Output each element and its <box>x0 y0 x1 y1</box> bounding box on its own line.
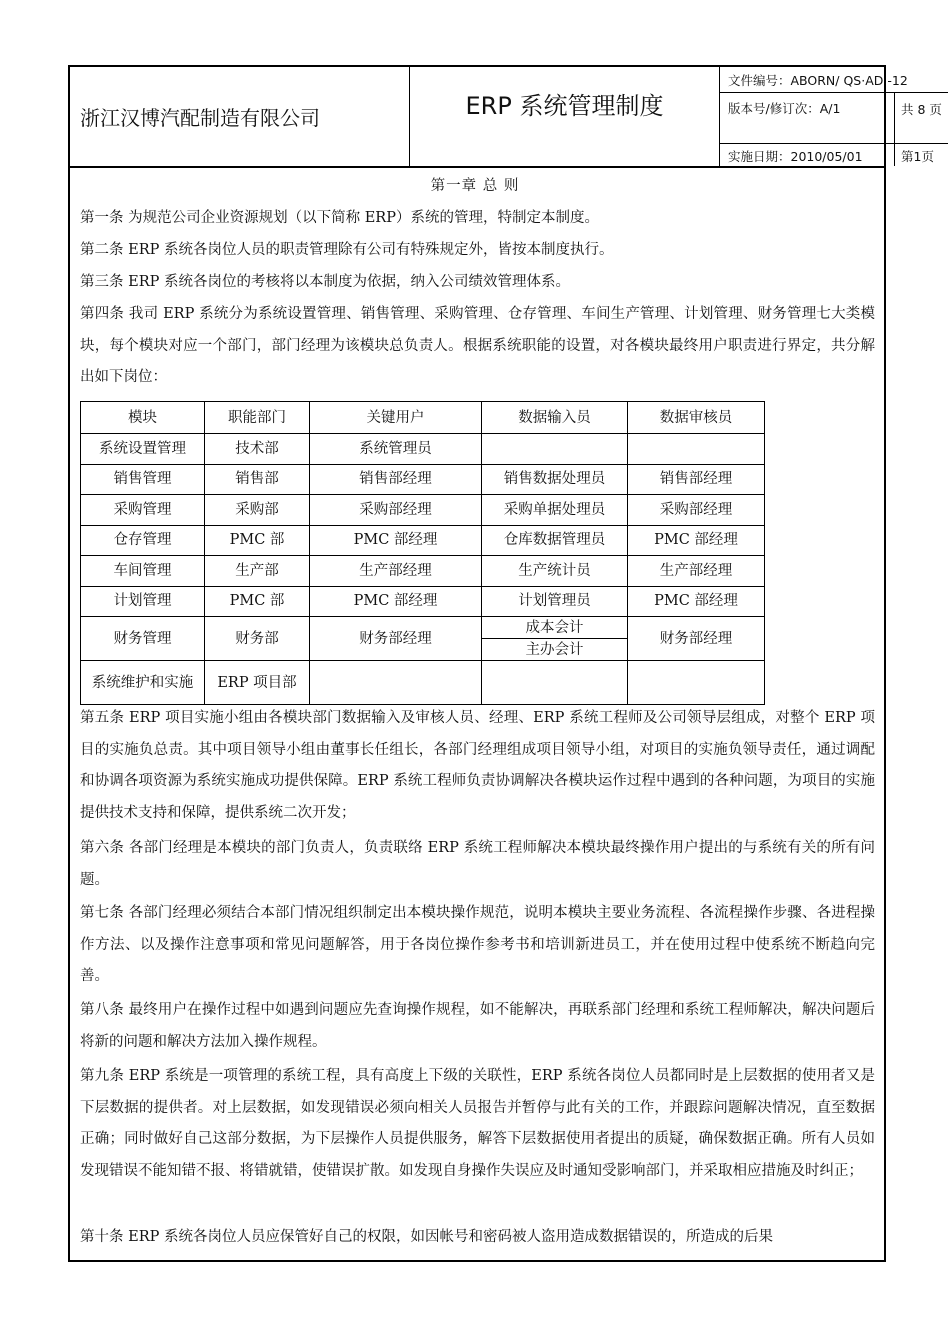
table-cell: 计划管理员 <box>482 586 628 617</box>
table-cell: 系统维护和实施 <box>81 661 205 705</box>
table-row <box>81 661 765 705</box>
table-cell: 财务部经理 <box>628 617 765 661</box>
table-cell: 车间管理 <box>81 556 205 587</box>
table-cell: 主办会计 <box>482 639 628 661</box>
table-header-cell: 数据输入员 <box>482 402 628 434</box>
table-cell: 系统管理员 <box>310 434 482 465</box>
table-cell: 技术部 <box>205 434 310 465</box>
table-cell: 采购管理 <box>81 495 205 526</box>
article-3: 第三条 ERP 系统各岗位的考核将以本制度为依据，纳入公司绩效管理体系。 <box>80 274 570 290</box>
table-row <box>81 586 765 617</box>
table-row <box>81 495 765 526</box>
table-cell: 销售部 <box>205 464 310 495</box>
table-cell <box>482 434 628 465</box>
document-header <box>68 65 942 168</box>
table-cell: 生产统计员 <box>482 556 628 587</box>
table-cell: PMC 部经理 <box>310 525 482 556</box>
table-cell: 仓存管理 <box>81 525 205 556</box>
table-row <box>81 525 765 556</box>
company-name: 浙江汉博汽配制造有限公司 <box>70 67 410 166</box>
roles-table <box>80 401 765 705</box>
table-cell: 销售数据处理员 <box>482 464 628 495</box>
table-row <box>81 617 765 639</box>
table-cell <box>482 661 628 705</box>
table-cell <box>628 434 765 465</box>
table-header-row <box>81 402 765 434</box>
document-title: ERP 系统管理制度 <box>410 67 720 166</box>
table-row <box>81 464 765 495</box>
table-cell: PMC 部 <box>205 586 310 617</box>
table-row <box>81 434 765 465</box>
article-7: 第七条 各部门经理必须结合本部门情况组织制定出本模块操作规范，说明本模块主要业务流程、各流程操作步骤、各进程操作方法、以及操作注意事项和常见问题解答，用于各岗位操作参考书和培训新进员工，并在使用过程中使系统不断趋向完善。 <box>80 905 875 984</box>
table-header-cell: 职能部门 <box>205 402 310 434</box>
table-cell: ERP 项目部 <box>205 661 310 705</box>
page-number: 第1页 <box>894 144 948 166</box>
table-cell: 销售部经理 <box>628 464 765 495</box>
table-cell: 生产部经理 <box>310 556 482 587</box>
table-cell: 财务部经理 <box>310 617 482 661</box>
table-cell: 系统设置管理 <box>81 434 205 465</box>
document-meta <box>720 67 942 166</box>
table-header-cell: 模块 <box>81 402 205 434</box>
table-cell: 生产部 <box>205 556 310 587</box>
table-cell: 销售管理 <box>81 464 205 495</box>
table-header-cell: 关键用户 <box>310 402 482 434</box>
table-cell: 采购单据处理员 <box>482 495 628 526</box>
version-number: 版本号/修订次：A/1 <box>720 93 894 144</box>
article-5: 第五条 ERP 项目实施小组由各模块部门数据输入及审核人员、经理、ERP 系统工程师及公司领导层组成，对整个 ERP 项目的实施负总责。其中项目领导小组由董事长任组长，各部门经理组成项目领导小组，对项目的实施负领导责任，通过调配和协调各项资源为系统实施成功提供保障。ERP 系统工程师负责协调解决各模块运作过程中遇到的各种问题，为项目的实施提供技术支持和保障，提供系统二次开发； <box>80 710 875 821</box>
table-cell: 采购部 <box>205 495 310 526</box>
table-header-cell: 数据审核员 <box>628 402 765 434</box>
table-cell: 财务部 <box>205 617 310 661</box>
table-cell: 销售部经理 <box>310 464 482 495</box>
table-cell: PMC 部经理 <box>628 586 765 617</box>
article-10: 第十条 ERP 系统各岗位人员应保管好自己的权限，如因帐号和密码被人盗用造成数据错误的，所造成的后果 <box>80 1229 773 1245</box>
table-cell: 成本会计 <box>482 617 628 639</box>
document-number: 文件编号：ABORN/ QS·AD -12 <box>720 67 948 93</box>
table-cell: PMC 部经理 <box>310 586 482 617</box>
article-6: 第六条 各部门经理是本模块的部门负责人，负责联络 ERP 系统工程师解决本模块最终操作用户提出的与系统有关的所有问题。 <box>80 840 875 888</box>
article-8: 第八条 最终用户在操作过程中如遇到问题应先查询操作规程，如不能解决，再联系部门经理和系统工程师解决，解决问题后将新的问题和解决方法加入操作规程。 <box>80 1002 875 1050</box>
article-2: 第二条 ERP 系统各岗位人员的职责管理除有公司有特殊规定外，皆按本制度执行。 <box>80 242 614 258</box>
article-9: 第九条 ERP 系统是一项管理的系统工程，具有高度上下级的关联性，ERP 系统各岗位人员都同时是上层数据的使用者又是下层数据的提供者。对上层数据，如发现错误必须向相关人员报告并暂停与此有关的工作，并跟踪问题解决情况，直至数据正确；同时做好自己这部分数据，为下层操作人员提供服务，解答下层数据使用者提出的质疑，确保数据正确。所有人员如发现错误不能知错不报、将错就错，使错误扩散。如发现自身操作失误应及时通知受影响部门，并采取相应措施及时纠正； <box>80 1068 875 1179</box>
article-4: 第四条 我司 ERP 系统分为系统设置管理、销售管理、采购管理、仓存管理、车间生产管理、计划管理、财务管理七大类模块，每个模块对应一个部门，部门经理为该模块总负责人。根据系统职能的设置，对各模块最终用户职责进行界定，共分解出如下岗位： <box>80 306 875 385</box>
total-pages: 共 8 页 <box>894 93 948 144</box>
table-cell: PMC 部经理 <box>628 525 765 556</box>
table-cell: 财务管理 <box>81 617 205 661</box>
table-cell: PMC 部 <box>205 525 310 556</box>
table-cell: 采购部经理 <box>628 495 765 526</box>
article-1: 第一条 为规范公司企业资源规划（以下简称 ERP）系统的管理，特制定本制度。 <box>80 210 599 226</box>
table-cell: 采购部经理 <box>310 495 482 526</box>
effective-date: 实施日期：2010/05/01 <box>728 149 863 164</box>
table-cell: 仓库数据管理员 <box>482 525 628 556</box>
table-row <box>81 556 765 587</box>
table-cell <box>628 661 765 705</box>
table-cell: 生产部经理 <box>628 556 765 587</box>
table-cell: 计划管理 <box>81 586 205 617</box>
chapter-title: 第一章 总 则 <box>430 178 520 194</box>
table-cell <box>310 661 482 705</box>
